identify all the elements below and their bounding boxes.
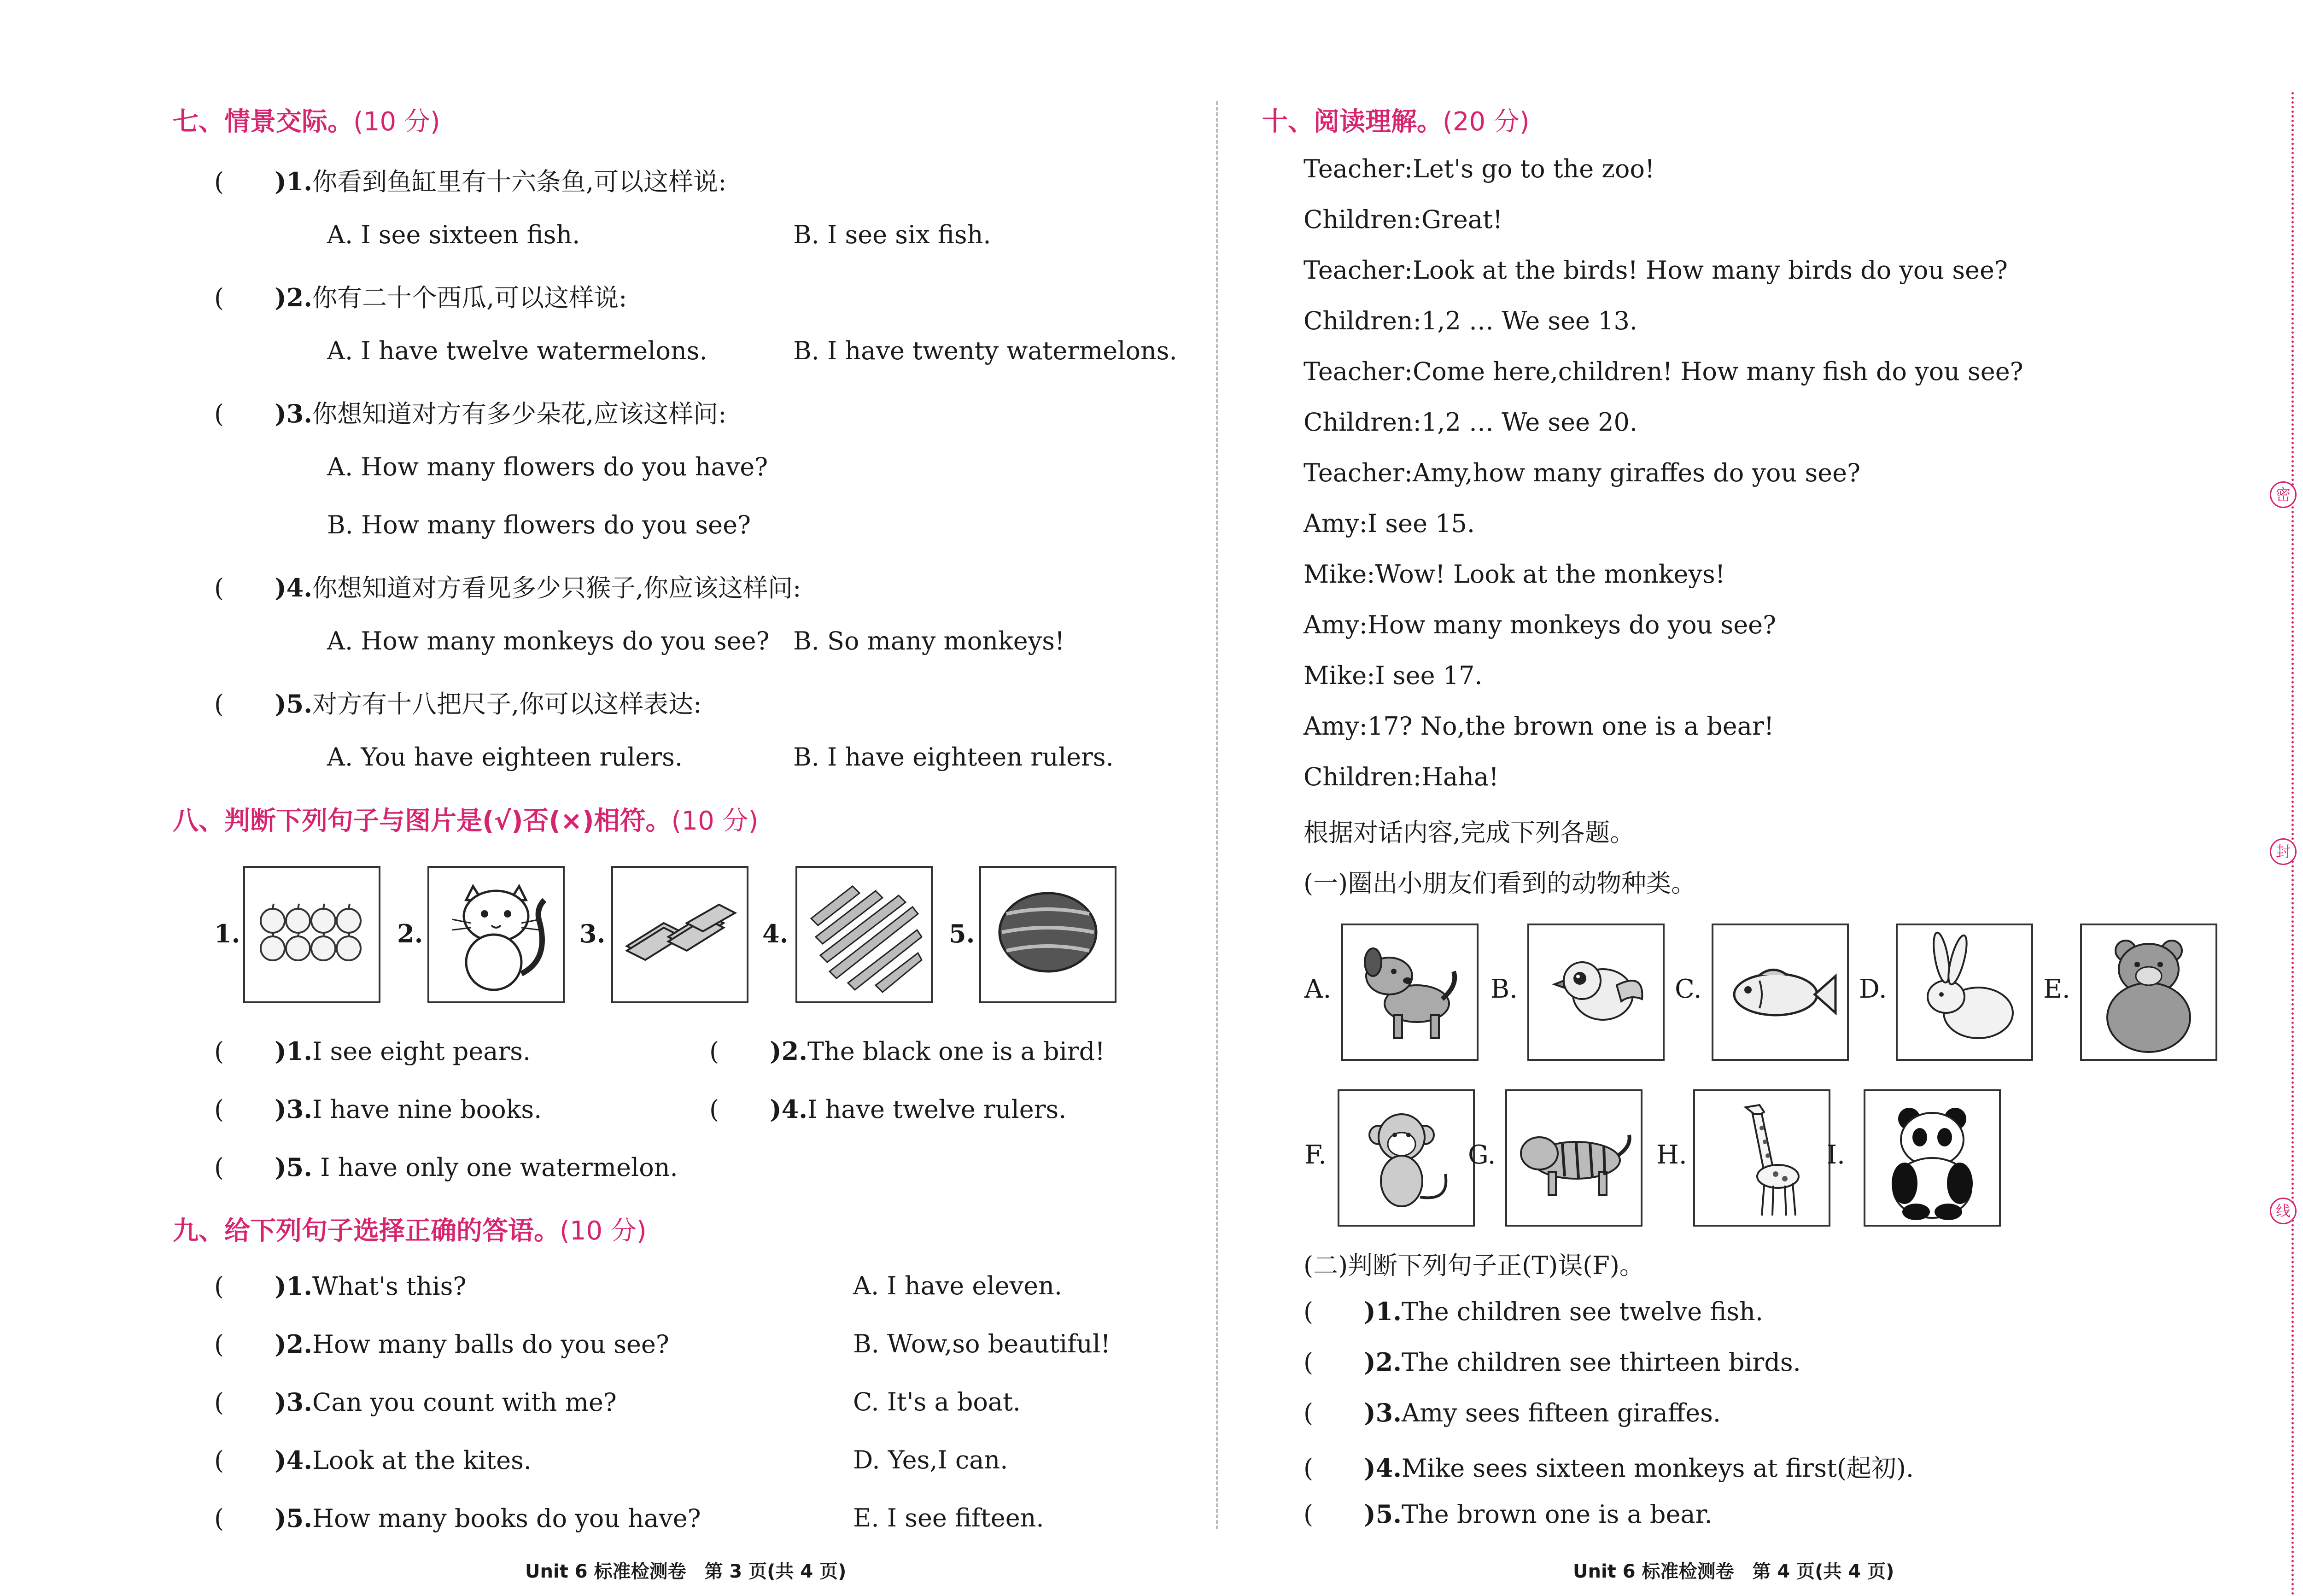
animal-label-f: F. [1304,1140,1327,1170]
animal-option-c[interactable] [1712,924,1849,1061]
item-number: )1. [275,1036,313,1066]
animal-option-g[interactable] [1505,1089,1642,1227]
sec7-item-1 [214,162,726,198]
item-number: )2. [1364,1347,1402,1377]
item-number: )3. [275,1094,313,1124]
answer-paren[interactable]: ( [1303,1454,1314,1483]
sec9-item-1 [214,1271,466,1301]
item-number: )5. [1364,1499,1402,1529]
answer-paren[interactable]: ( [214,283,224,312]
item-number: )1. [275,167,313,196]
sec9-item-4 [214,1445,532,1475]
item-number: )4. [275,1445,313,1475]
answer-paren[interactable]: ( [214,1446,224,1475]
page-4-footer: Unit 6 标准检测卷 第 4 页(共 4 页) [1573,1561,1894,1582]
answer-paren[interactable]: ( [214,167,224,196]
sec8-item-1 [214,1036,531,1066]
section-10-title-text: 十、阅读理解。 [1262,107,1443,137]
dialogue-line: Amy:17? No,the brown one is a bear! [1303,712,1774,741]
sec8-item-2 [709,1036,1105,1066]
question-text: How many books do you have? [312,1504,701,1533]
sec7-item-2-option-a: A. I have twelve watermelons. [327,336,707,365]
statement-text: The children see thirteen birds. [1402,1348,1801,1377]
animal-label-c: C. [1675,974,1702,1004]
item-number: )4. [1364,1453,1402,1483]
picture-books [611,866,748,1003]
question-text: Look at the kites. [312,1446,532,1475]
question-text: Can you count with me? [312,1388,617,1417]
statement-text: The black one is a bird! [807,1037,1105,1066]
item-number: )3. [1364,1398,1402,1427]
books-icon [613,868,747,1001]
animal-option-i[interactable] [1864,1089,2001,1227]
section-9-title [173,1210,647,1247]
animal-label-b: B. [1491,974,1518,1004]
sec7-item-2-option-b: B. I have twenty watermelons. [793,336,1177,365]
animal-option-a[interactable] [1341,924,1479,1061]
sec7-item-3 [214,394,726,430]
bear-icon [2082,925,2215,1059]
tf-item-2 [1303,1347,1801,1377]
answer-paren[interactable]: ( [214,399,224,428]
question-text: 你想知道对方看见多少只猴子,你应该这样问: [312,573,801,602]
picture-label-2: 2. [397,919,423,948]
answer-paren[interactable]: ( [1303,1500,1314,1529]
statement-text: I have only one watermelon. [312,1153,678,1182]
sec9-answer-a: A. I have eleven. [853,1271,1063,1300]
instruction-text: 根据对话内容,完成下列各题。 [1303,818,1635,847]
cat-icon [429,868,563,1001]
statement-text: Amy sees fifteen giraffes. [1402,1398,1721,1427]
statement-text: I have twelve rulers. [807,1095,1067,1124]
answer-paren[interactable]: ( [214,1504,224,1533]
picture-cat [427,866,565,1003]
sec8-item-5 [214,1152,678,1182]
answer-paren[interactable]: ( [214,1037,224,1066]
statement-text: The brown one is a bear. [1402,1500,1713,1529]
sec9-answer-e: E. I see fifteen. [853,1503,1044,1532]
question-text: How many balls do you see? [312,1330,669,1359]
dialogue-line: Amy:How many monkeys do you see? [1303,610,1777,639]
tf-item-1 [1303,1297,1763,1326]
pears-icon [245,868,379,1001]
giraffe-icon [1695,1091,1829,1225]
answer-paren[interactable]: ( [214,1095,224,1124]
sec9-answer-b: B. Wow,so beautiful! [853,1329,1111,1358]
dialogue-line: Mike:I see 17. [1303,661,1483,690]
sec7-item-5-option-b: B. I have eighteen rulers. [793,742,1114,772]
sec7-item-3-option-a: A. How many flowers do you have? [327,452,768,481]
page-3-footer: Unit 6 标准检测卷 第 3 页(共 4 页) [525,1561,847,1582]
item-number: )2. [275,1329,313,1359]
sec9-item-2 [214,1329,669,1359]
sec9-answer-d: D. Yes,I can. [853,1445,1008,1474]
answer-paren[interactable]: ( [1303,1348,1314,1377]
answer-paren[interactable]: ( [709,1037,719,1066]
tiger-icon [1507,1091,1641,1225]
tf-item-4 [1303,1449,1914,1484]
picture-label-3: 3. [579,919,606,948]
seal-char-xian: 线 [2270,1198,2297,1224]
answer-paren[interactable]: ( [1303,1398,1314,1427]
dialogue-line: Teacher:Come here,children! How many fish do you see? [1303,357,2023,386]
dialogue-line: Teacher:Amy,how many giraffes do you see? [1303,458,1861,487]
question-text: 你看到鱼缸里有十六条鱼,可以这样说: [312,167,727,196]
picture-label-5: 5. [949,919,975,948]
answer-paren[interactable]: ( [214,1153,224,1182]
picture-pears [243,866,380,1003]
dog-icon [1343,925,1477,1059]
seal-char-mi: 密 [2270,481,2297,508]
answer-paren[interactable]: ( [1303,1297,1314,1326]
statement-text: I see eight pears. [312,1037,531,1066]
dialogue-line: Children:1,2 … We see 20. [1303,408,1638,437]
picture-label-4: 4. [762,919,789,948]
sec9-item-5 [214,1503,701,1533]
section-9-score: (10 分) [560,1216,647,1246]
item-number: )4. [770,1094,808,1124]
answer-paren[interactable]: ( [214,1272,224,1301]
item-number: )4. [275,573,313,602]
item-number: )1. [1364,1297,1402,1326]
animal-label-g: G. [1468,1140,1496,1170]
dialogue-line: Amy:I see 15. [1303,509,1475,538]
section-9-title-text: 九、给下列句子选择正确的答语。 [173,1216,560,1246]
animal-label-e: E. [2043,974,2070,1004]
item-number: )2. [275,283,313,312]
statement-text: Mike sees sixteen monkeys at first(起初). [1402,1454,1914,1483]
animal-label-i: I. [1827,1140,1845,1170]
item-number: )3. [275,1387,313,1417]
answer-paren[interactable]: ( [214,1388,224,1417]
bird-icon [1529,925,1663,1059]
sec9-item-3 [214,1387,617,1417]
section-7-title [173,101,440,138]
fish-icon [1713,925,1847,1059]
sec7-item-1-option-b: B. I see six fish. [793,220,991,249]
sec7-item-4 [214,568,801,604]
rabbit-icon [1898,925,2031,1059]
statement-text: The children see twelve fish. [1402,1297,1764,1326]
question-text: 你想知道对方有多少朵花,应该这样问: [312,399,727,428]
sec8-item-3 [214,1094,542,1124]
tf-item-5 [1303,1499,1713,1529]
item-number: )5. [275,1152,313,1182]
animal-option-d[interactable] [1896,924,2033,1061]
part-2-title: (二)判断下列句子正(T)误(F)。 [1303,1251,1644,1280]
item-number: )3. [275,399,313,428]
dialogue-line: Mike:Wow! Look at the monkeys! [1303,560,1725,589]
item-number: )2. [770,1036,808,1066]
picture-watermelon [979,866,1116,1003]
rulers-icon [797,868,931,1001]
question-text: 对方有十八把尺子,你可以这样表达: [312,690,702,719]
tf-item-3 [1303,1398,1721,1427]
animal-option-h[interactable] [1693,1089,1830,1227]
question-text: 你有二十个西瓜,可以这样说: [312,283,627,312]
animal-option-b[interactable] [1527,924,1665,1061]
page-divider [1216,101,1218,1529]
item-number: )5. [275,1503,313,1533]
picture-label-1: 1. [214,919,240,948]
animal-option-f[interactable] [1338,1089,1475,1227]
sec8-item-4 [709,1094,1066,1124]
item-number: )1. [275,1271,313,1301]
seal-char-feng: 封 [2270,838,2297,865]
section-8-score: (10 分) [671,806,759,836]
animal-option-e[interactable] [2080,924,2217,1061]
section-7-score: (10 分) [353,107,440,137]
sec7-item-1-option-a: A. I see sixteen fish. [327,220,580,249]
question-text: What's this? [312,1272,467,1301]
statement-text: I have nine books. [312,1095,542,1124]
sec7-item-5-option-a: A. You have eighteen rulers. [327,742,683,772]
section-8-title-text: 八、判断下列句子与图片是(√)否(×)相符。 [173,806,672,836]
dialogue-line: Teacher:Let's go to the zoo! [1303,154,1655,183]
answer-paren[interactable]: ( [214,573,224,602]
answer-paren[interactable]: ( [214,1330,224,1359]
section-10-title [1262,101,1530,138]
panda-icon [1865,1091,1999,1225]
section-8-title [173,801,758,837]
picture-rulers [795,866,933,1003]
dialogue-line: Children:1,2 … We see 13. [1303,306,1638,335]
dialogue-line: Children:Haha! [1303,762,1499,791]
sec7-item-3-option-b: B. How many flowers do you see? [327,510,751,539]
dialogue-line: Children:Great! [1303,205,1503,234]
sec7-item-2 [214,278,627,314]
animal-label-h: H. [1656,1140,1687,1170]
animal-label-d: D. [1859,974,1887,1004]
answer-paren[interactable]: ( [214,690,224,719]
part-1-title: (一)圈出小朋友们看到的动物种类。 [1303,869,1696,898]
section-7-title-text: 七、情景交际。 [173,107,353,137]
sec7-item-4-option-b: B. So many monkeys! [793,626,1065,655]
item-number: )5. [275,689,313,719]
section-10-score: (20 分) [1443,107,1530,137]
sec7-item-4-option-a: A. How many monkeys do you see? [327,626,770,655]
monkey-icon [1339,1091,1473,1225]
watermelon-icon [981,868,1115,1001]
sec9-answer-c: C. It's a boat. [853,1387,1021,1416]
sec7-item-5 [214,684,701,720]
animal-label-a: A. [1304,974,1332,1004]
answer-paren[interactable]: ( [709,1095,719,1124]
dialogue-line: Teacher:Look at the birds! How many birds do you see? [1303,256,2008,285]
